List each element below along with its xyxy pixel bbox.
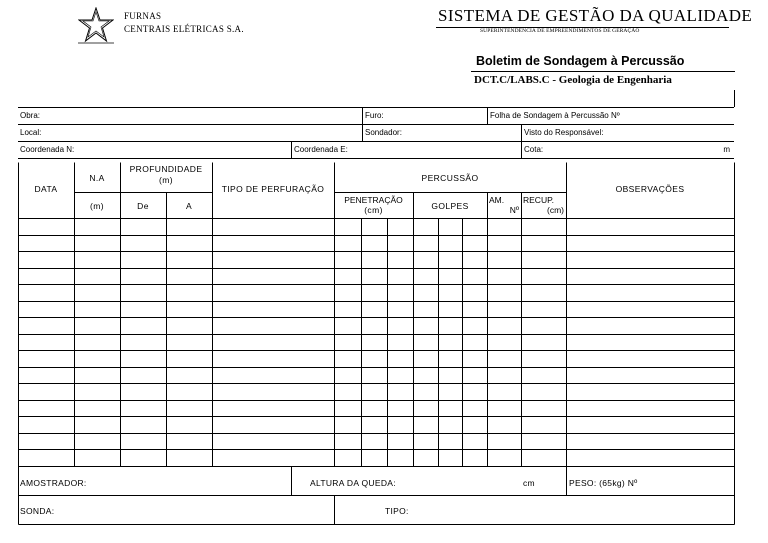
col-header-tipo-perfuracao: TIPO DE PERFURAÇÃO [221, 184, 325, 194]
col-header-observacoes: OBSERVAÇÕES [615, 184, 685, 194]
info-section [18, 107, 734, 159]
col-header-recup-unit: (cm) [547, 205, 564, 215]
col-header-a: A [185, 201, 193, 211]
col-header-data: DATA [34, 184, 58, 194]
col-header-percussao: PERCUSSÃO [421, 173, 479, 183]
system-title: SISTEMA DE GESTÃO DA QUALIDADE [438, 6, 753, 25]
peso-field[interactable]: PESO: (65kg) Nº [569, 478, 638, 488]
col-header-golpes: GOLPES [431, 201, 469, 211]
form-department [474, 74, 672, 86]
col-header-am: AM. [489, 195, 505, 205]
form-code-separator: - [549, 74, 559, 86]
form-dept: Geologia de Engenharia [558, 74, 672, 86]
info-row-obra [18, 107, 734, 124]
visto-field[interactable]: Visto do Responsável: [521, 125, 734, 141]
form-code: DCT.C/LABS.C [474, 74, 550, 86]
info-row-local [18, 124, 734, 141]
frame-edge [734, 90, 735, 107]
form-title: Boletim de Sondagem à Percussão [476, 54, 685, 68]
col-header-penetracao: PENETRAÇÃO [344, 195, 403, 205]
sonda-field[interactable]: SONDA: [20, 506, 55, 516]
furnas-logo-icon [78, 7, 114, 45]
sondador-field[interactable]: Sondador: [362, 125, 521, 141]
altura-queda-unit: cm [523, 478, 535, 488]
col-header-am-no: Nº [509, 205, 519, 215]
local-field[interactable]: Local: [20, 128, 42, 137]
obra-field[interactable]: Obra: [20, 111, 41, 120]
tipo-field[interactable]: TIPO: [385, 506, 409, 516]
cota-label: Cota: [524, 145, 544, 154]
folha-field[interactable]: Folha de Sondagem à Percussão Nº [487, 108, 734, 124]
altura-queda-field[interactable]: ALTURA DA QUEDA: [310, 478, 396, 488]
col-header-de: De [137, 201, 149, 211]
cota-field[interactable] [521, 142, 734, 158]
col-header-na: N.A [89, 173, 105, 183]
company-full-name: CENTRAIS ELÉTRICAS S.A. [124, 24, 244, 34]
sondagem-table [18, 162, 734, 524]
col-header-na-unit: (m) [90, 201, 104, 211]
coord-n-field[interactable]: Coordenada N: [20, 145, 75, 154]
coord-e-field[interactable]: Coordenada E: [291, 142, 521, 158]
table-grid-lines [18, 162, 735, 525]
col-header-profundidade: PROFUNDIDADE [129, 164, 203, 174]
cota-unit: m [723, 145, 730, 154]
amostrador-field[interactable]: AMOSTRADOR: [20, 478, 87, 488]
col-header-recup: RECUP. [523, 195, 555, 205]
col-header-profundidade-unit: (m) [159, 175, 173, 185]
col-header-penetracao-unit: (cm) [364, 205, 383, 215]
system-subtitle: SUPERINTENDÊNCIA DE EMPREENDIMENTOS DE GERAÇÃO [480, 28, 640, 34]
furo-field[interactable]: Furo: [362, 108, 487, 124]
company-name: FURNAS [124, 11, 162, 21]
info-row-coordenadas [18, 141, 734, 159]
form-title-divider [471, 71, 735, 72]
